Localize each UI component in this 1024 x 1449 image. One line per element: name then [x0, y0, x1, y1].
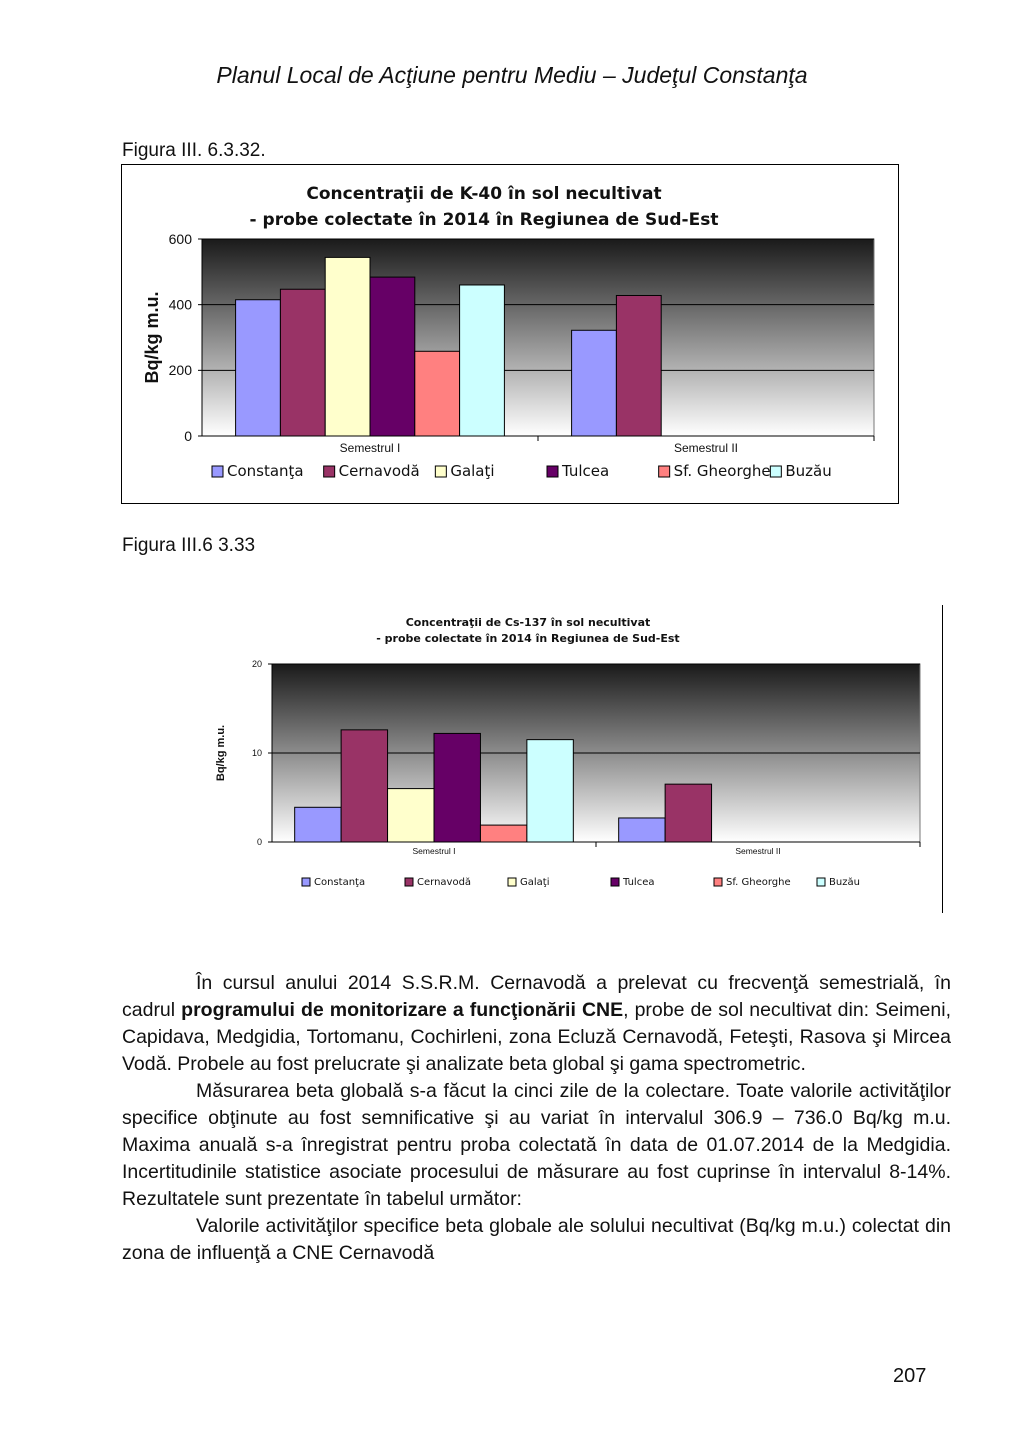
- paragraph-1-text-a: În cursul anului 2014 S.S.R.M. Cernavodă a prelevat cu frecvenţă semestrială, în cadrul: [122, 972, 951, 1021]
- legend-label: Buzău: [829, 877, 860, 888]
- cs137-chart: [200, 605, 940, 910]
- legend-swatch: [547, 466, 558, 477]
- bar-0-1: [280, 289, 325, 436]
- y-tick-label: 10: [251, 748, 262, 759]
- legend-label: Constanţa: [314, 877, 366, 888]
- legend-swatch: [508, 878, 516, 886]
- paragraph-2: Măsurarea beta globală s-a făcut la cinci zile de la colectare. Toate valorile activităţilor specifice obţinute au fost semnificative şi au variat în intervalul 306.9 – 736.0 Bq/kg m.u. Maxima anuală s-a înregistrat pentru proba colectată în data de 01.07.2014 de la Medgidia. Incertitudinile statistice asociate procesului de măsurare au fost cuprinse în intervalul 8-14%. Rezultatele sunt prezentate în tabelul următor:: [122, 1080, 951, 1210]
- x-category-label: Semestrul II: [735, 846, 781, 856]
- bar-0-3: [370, 277, 415, 436]
- y-axis-label: Bq/kg m.u.: [142, 291, 162, 384]
- bar-0-2: [388, 789, 434, 842]
- legend-label: Galaţi: [520, 877, 550, 888]
- y-tick-label: 0: [184, 427, 192, 444]
- legend-swatch: [324, 466, 335, 477]
- legend-swatch: [659, 466, 670, 477]
- x-category-label: Semestrul I: [412, 846, 456, 856]
- bar-0-4: [480, 825, 526, 842]
- y-tick-label: 600: [168, 230, 192, 247]
- bar-1-1: [616, 295, 661, 436]
- legend-label: Cernavodă: [417, 877, 472, 888]
- y-axis-label: Bq/kg m.u.: [215, 724, 227, 782]
- legend-swatch: [714, 878, 722, 886]
- chart-title-line: - probe colectate în 2014 în Regiunea de Sud-Est: [376, 632, 680, 645]
- y-tick-label: 0: [256, 837, 262, 848]
- page-header: Planul Local de Acţiune pentru Mediu – Judeţul Constanţa: [216, 62, 808, 88]
- bar-0-4: [415, 351, 460, 436]
- legend-swatch: [212, 466, 223, 477]
- legend-swatch: [611, 878, 619, 886]
- chart-border-line: [942, 605, 943, 913]
- bar-0-1: [341, 730, 387, 842]
- bar-0-2: [325, 257, 370, 436]
- legend-swatch: [770, 466, 781, 477]
- bar-0-0: [295, 807, 341, 842]
- figure-label-1: Figura III. 6.3.32.: [122, 140, 266, 161]
- bar-1-0: [572, 330, 617, 436]
- k40-chart-svg: [122, 165, 898, 503]
- legend-swatch: [302, 878, 310, 886]
- chart-title-line: Concentraţii de K-40 în sol necultivat: [306, 184, 662, 204]
- bar-1-0: [619, 818, 665, 842]
- legend-label: Tulcea: [562, 462, 610, 480]
- bar-0-5: [460, 285, 505, 436]
- x-category-label: Semestrul I: [339, 441, 401, 455]
- legend-swatch: [405, 878, 413, 886]
- x-category-label: Semestrul II: [673, 441, 739, 455]
- legend-label: Cernavodă: [338, 462, 420, 480]
- legend-label: Galaţi: [450, 462, 495, 480]
- page-number: 207: [893, 1365, 927, 1387]
- y-tick-label: 200: [168, 362, 192, 379]
- chart-title-line: - probe colectate în 2014 în Regiunea de Sud-Est: [249, 210, 719, 230]
- legend-label: Constanţa: [227, 462, 304, 480]
- paragraph-1-text-b: , probe de sol necultivat din: Seimeni, Capidava, Medgidia, Tortomanu, Cochirleni, zona Ecluză Cernavodă, Feteşti, Rasova şi Mircea Vodă. Probele au fost prelucrate şi analizate beta global şi gama spectrometric.: [122, 999, 952, 1075]
- legend-label: Sf. Gheorghe: [726, 877, 791, 888]
- paragraph-1-bold: programului de monitorizare a funcţionării CNE: [181, 999, 624, 1021]
- figure-label-2: Figura III.6 3.33: [122, 535, 256, 556]
- paragraph-3: Valorile activităţilor specifice beta globale ale solului necultivat (Bq/kg m.u.) colectat din zona de influenţă a CNE Cernavodă: [122, 1215, 951, 1264]
- y-tick-label: 400: [168, 296, 192, 313]
- legend-swatch: [435, 466, 446, 477]
- bar-1-1: [665, 784, 711, 842]
- legend-label: Buzău: [785, 462, 832, 480]
- legend-label: Sf. Gheorghe: [673, 462, 771, 480]
- k40-chart: [121, 164, 899, 504]
- legend-swatch: [817, 878, 825, 886]
- bar-0-0: [236, 300, 281, 436]
- chart-title-line: Concentraţii de Cs-137 în sol necultivat: [405, 616, 651, 629]
- legend-label: Tulcea: [623, 877, 655, 888]
- bar-0-3: [434, 733, 480, 842]
- paragraph-1: [122, 970, 951, 1078]
- y-tick-label: 20: [251, 659, 262, 670]
- cs137-chart-svg: [200, 605, 940, 910]
- body-text: [122, 970, 951, 1267]
- bar-0-5: [527, 740, 573, 842]
